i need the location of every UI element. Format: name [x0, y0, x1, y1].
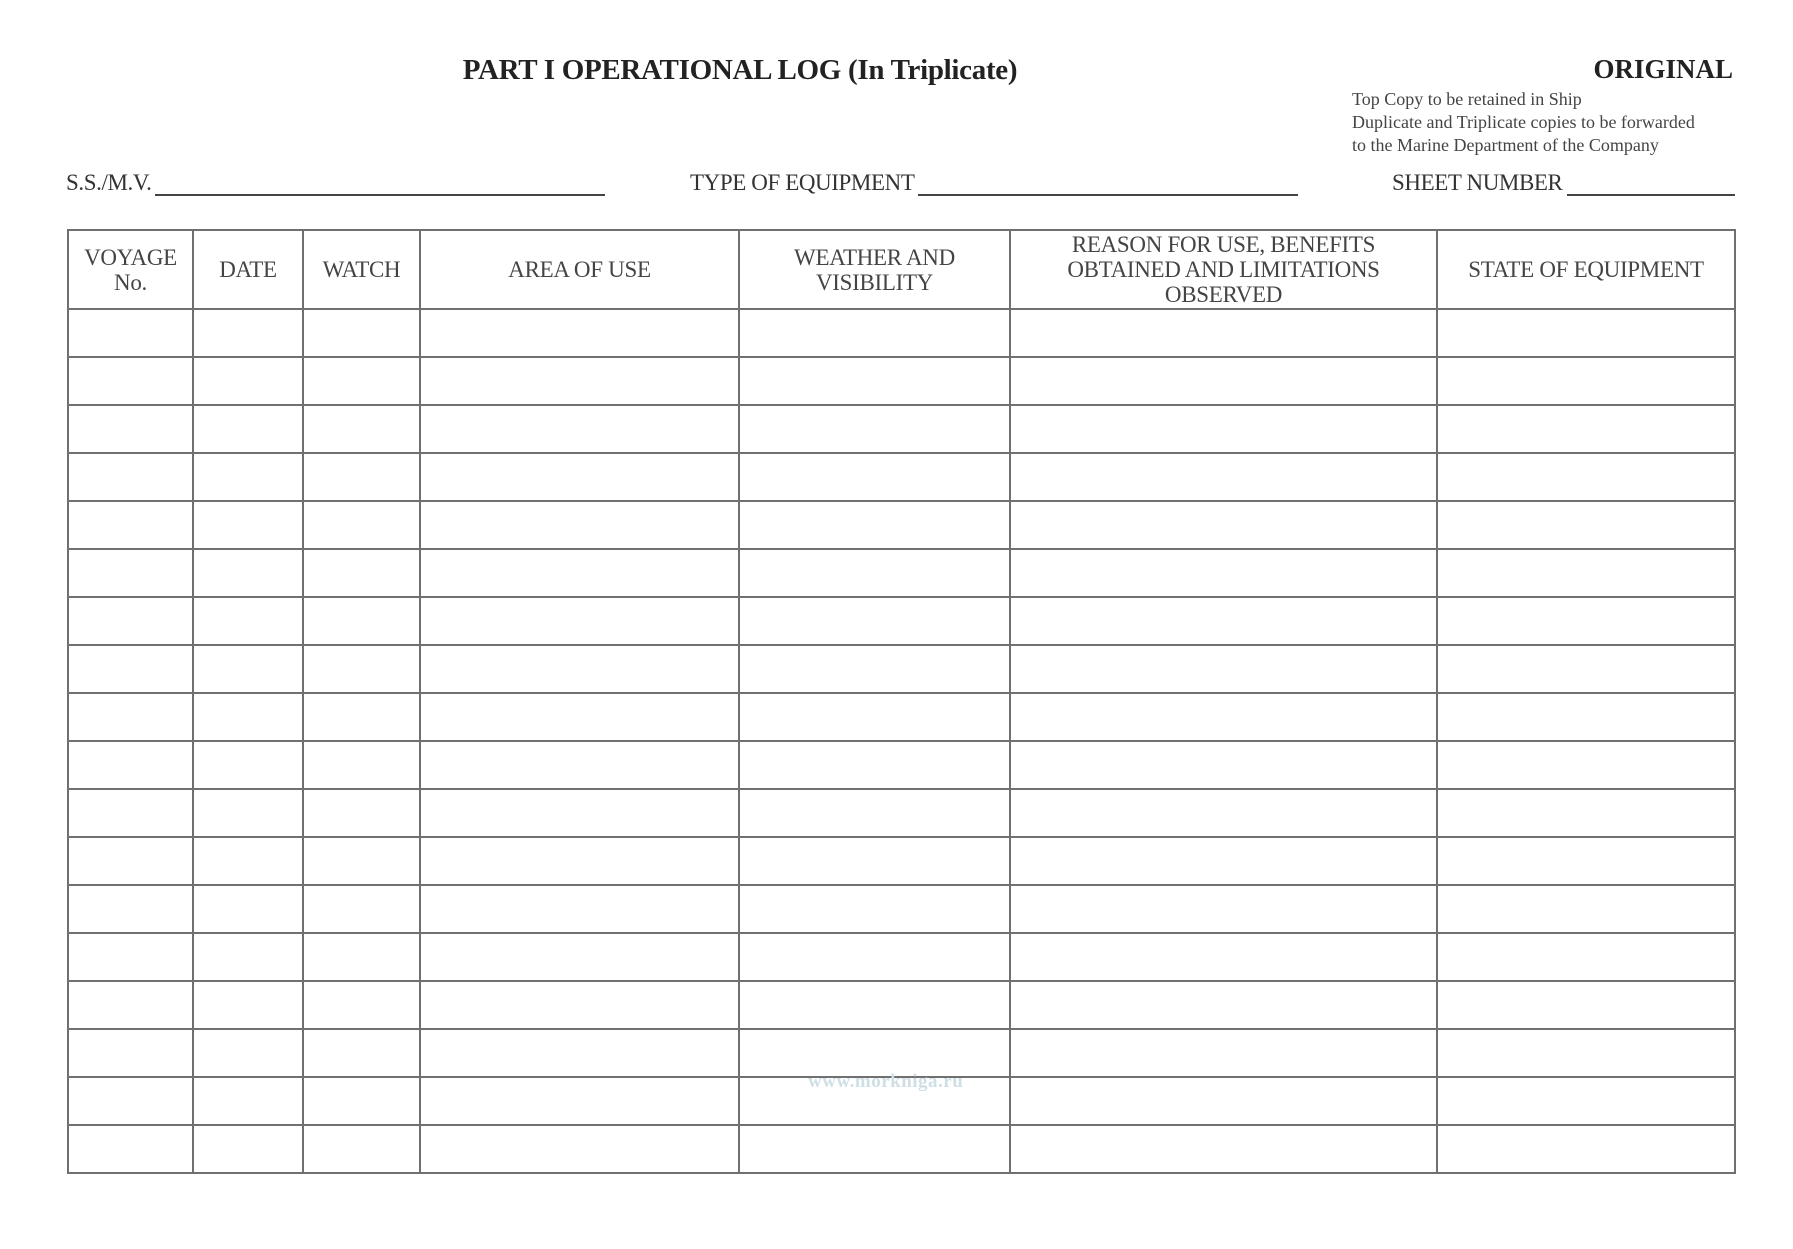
log-cell-voyage-no[interactable]: [68, 741, 193, 789]
copy-note-line: Top Copy to be retained in Ship: [1352, 89, 1582, 109]
column-header-voyage-no: [68, 230, 193, 309]
equipment-label: TYPE OF EQUIPMENT: [690, 170, 915, 195]
log-cell-date[interactable]: [193, 357, 303, 405]
log-cell-area-of-use[interactable]: [420, 981, 739, 1029]
sheet-number-field: [1392, 170, 1735, 196]
log-cell-voyage-no[interactable]: [68, 501, 193, 549]
column-header-line: VOYAGE: [84, 244, 177, 270]
log-cell-weather-and-visibility[interactable]: [739, 501, 1010, 549]
log-cell-area-of-use[interactable]: [420, 789, 739, 837]
log-cell-weather-and-visibility[interactable]: [739, 885, 1010, 933]
column-header-weather-and-visibility: [739, 230, 1010, 309]
copy-instructions: [1352, 88, 1695, 157]
log-cell-area-of-use[interactable]: [420, 645, 739, 693]
log-cell-state-of-equipment[interactable]: [1437, 789, 1735, 837]
table-row: [68, 501, 1735, 549]
log-cell-reason-for-use[interactable]: [1010, 837, 1437, 885]
vessel-blank-line[interactable]: [155, 170, 605, 196]
log-cell-state-of-equipment[interactable]: [1437, 405, 1735, 453]
log-cell-watch[interactable]: [303, 981, 420, 1029]
log-cell-date[interactable]: [193, 645, 303, 693]
log-cell-area-of-use[interactable]: [420, 693, 739, 741]
log-cell-date[interactable]: [193, 597, 303, 645]
log-cell-voyage-no[interactable]: [68, 405, 193, 453]
log-cell-state-of-equipment[interactable]: [1437, 933, 1735, 981]
log-cell-weather-and-visibility[interactable]: [739, 357, 1010, 405]
log-cell-voyage-no[interactable]: [68, 357, 193, 405]
log-cell-state-of-equipment[interactable]: [1437, 453, 1735, 501]
log-cell-date[interactable]: [193, 549, 303, 597]
log-cell-reason-for-use[interactable]: [1010, 885, 1437, 933]
table-row: [68, 933, 1735, 981]
column-header-line: AREA OF USE: [508, 257, 651, 282]
log-cell-weather-and-visibility[interactable]: [739, 597, 1010, 645]
log-cell-voyage-no[interactable]: [68, 1029, 193, 1077]
log-cell-reason-for-use[interactable]: [1010, 597, 1437, 645]
log-cell-watch[interactable]: [303, 837, 420, 885]
log-cell-watch[interactable]: [303, 357, 420, 405]
table-body: [68, 309, 1735, 1173]
log-cell-area-of-use[interactable]: [420, 1125, 739, 1173]
table-row: [68, 405, 1735, 453]
table-row: [68, 645, 1735, 693]
log-cell-state-of-equipment[interactable]: [1437, 597, 1735, 645]
log-cell-state-of-equipment[interactable]: [1437, 1029, 1735, 1077]
log-cell-area-of-use[interactable]: [420, 309, 739, 357]
log-cell-state-of-equipment[interactable]: [1437, 981, 1735, 1029]
log-cell-weather-and-visibility[interactable]: [739, 933, 1010, 981]
watermark: www.morkniga.ru: [808, 1071, 964, 1092]
log-cell-weather-and-visibility[interactable]: [739, 405, 1010, 453]
table-row: [68, 837, 1735, 885]
log-cell-voyage-no[interactable]: [68, 981, 193, 1029]
log-cell-date[interactable]: [193, 693, 303, 741]
log-cell-reason-for-use[interactable]: [1010, 309, 1437, 357]
log-cell-reason-for-use[interactable]: [1010, 501, 1437, 549]
log-cell-state-of-equipment[interactable]: [1437, 549, 1735, 597]
log-cell-watch[interactable]: [303, 933, 420, 981]
log-cell-date[interactable]: [193, 1077, 303, 1125]
log-cell-area-of-use[interactable]: [420, 357, 739, 405]
column-header-date: [193, 230, 303, 309]
log-cell-date[interactable]: [193, 837, 303, 885]
column-header-area-of-use: [420, 230, 739, 309]
log-cell-area-of-use[interactable]: [420, 885, 739, 933]
log-cell-voyage-no[interactable]: [68, 789, 193, 837]
log-cell-reason-for-use[interactable]: [1010, 789, 1437, 837]
log-cell-weather-and-visibility[interactable]: [739, 789, 1010, 837]
log-cell-voyage-no[interactable]: [68, 645, 193, 693]
log-cell-watch[interactable]: [303, 1125, 420, 1173]
vessel-field: [66, 170, 605, 196]
log-cell-voyage-no[interactable]: [68, 885, 193, 933]
log-cell-voyage-no[interactable]: [68, 453, 193, 501]
log-cell-watch[interactable]: [303, 645, 420, 693]
log-cell-weather-and-visibility[interactable]: [739, 837, 1010, 885]
log-cell-area-of-use[interactable]: [420, 405, 739, 453]
column-header-line: VISIBILITY: [815, 269, 934, 295]
operational-log-table: [67, 229, 1736, 1174]
log-cell-state-of-equipment[interactable]: [1437, 885, 1735, 933]
log-cell-date[interactable]: [193, 981, 303, 1029]
log-cell-date[interactable]: [193, 885, 303, 933]
page-title: PART I OPERATIONAL LOG (In Triplicate): [462, 54, 1018, 86]
log-cell-date[interactable]: [193, 453, 303, 501]
copy-note-line: Duplicate and Triplicate copies to be forwarded: [1352, 112, 1695, 132]
log-cell-reason-for-use[interactable]: [1010, 405, 1437, 453]
log-cell-watch[interactable]: [303, 309, 420, 357]
copy-label: ORIGINAL: [1593, 54, 1733, 84]
log-cell-watch[interactable]: [303, 405, 420, 453]
column-header-line: REASON FOR USE, BENEFITS: [1071, 232, 1376, 257]
log-cell-voyage-no[interactable]: [68, 309, 193, 357]
table-row: [68, 597, 1735, 645]
log-cell-state-of-equipment[interactable]: [1437, 1077, 1735, 1125]
column-header-line: STATE OF EQUIPMENT: [1468, 257, 1704, 282]
log-cell-watch[interactable]: [303, 1029, 420, 1077]
log-cell-area-of-use[interactable]: [420, 741, 739, 789]
log-cell-weather-and-visibility[interactable]: [739, 741, 1010, 789]
log-cell-date[interactable]: [193, 501, 303, 549]
log-cell-watch[interactable]: [303, 1077, 420, 1125]
column-header-state-of-equipment: [1437, 230, 1735, 309]
table-row: [68, 549, 1735, 597]
log-cell-reason-for-use[interactable]: [1010, 741, 1437, 789]
log-cell-state-of-equipment[interactable]: [1437, 693, 1735, 741]
log-cell-voyage-no[interactable]: [68, 1077, 193, 1125]
log-cell-state-of-equipment[interactable]: [1437, 357, 1735, 405]
table-row: [68, 357, 1735, 405]
log-cell-weather-and-visibility[interactable]: [739, 981, 1010, 1029]
log-cell-date[interactable]: [193, 933, 303, 981]
table-row: [68, 981, 1735, 1029]
log-cell-date[interactable]: [193, 741, 303, 789]
log-cell-reason-for-use[interactable]: [1010, 1077, 1437, 1125]
column-header-line: WEATHER AND: [794, 244, 955, 270]
log-cell-weather-and-visibility[interactable]: [739, 309, 1010, 357]
log-cell-watch[interactable]: [303, 885, 420, 933]
column-header-line: OBTAINED AND LIMITATIONS: [1067, 257, 1380, 282]
equipment-blank-line[interactable]: [918, 170, 1298, 196]
log-cell-weather-and-visibility[interactable]: [739, 693, 1010, 741]
log-cell-watch[interactable]: [303, 549, 420, 597]
table-row: [68, 789, 1735, 837]
log-cell-date[interactable]: [193, 405, 303, 453]
column-header-line: WATCH: [322, 257, 401, 282]
log-cell-weather-and-visibility[interactable]: [739, 1125, 1010, 1173]
log-cell-reason-for-use[interactable]: [1010, 453, 1437, 501]
sheet-number-label: SHEET NUMBER: [1392, 170, 1563, 195]
log-cell-state-of-equipment[interactable]: [1437, 645, 1735, 693]
log-cell-date[interactable]: [193, 309, 303, 357]
log-cell-area-of-use[interactable]: [420, 1029, 739, 1077]
table-row: [68, 693, 1735, 741]
log-cell-voyage-no[interactable]: [68, 933, 193, 981]
log-cell-date[interactable]: [193, 1029, 303, 1077]
log-cell-reason-for-use[interactable]: [1010, 645, 1437, 693]
table-row: [68, 309, 1735, 357]
log-cell-weather-and-visibility[interactable]: [739, 1029, 1010, 1077]
log-cell-voyage-no[interactable]: [68, 597, 193, 645]
column-header-line: DATE: [219, 257, 277, 282]
log-cell-voyage-no[interactable]: [68, 837, 193, 885]
table-row: [68, 885, 1735, 933]
log-cell-state-of-equipment[interactable]: [1437, 837, 1735, 885]
table-header-row: [68, 230, 1735, 309]
log-cell-watch[interactable]: [303, 693, 420, 741]
column-header-line: No.: [114, 269, 147, 295]
column-header-watch: [303, 230, 420, 309]
log-cell-reason-for-use[interactable]: [1010, 933, 1437, 981]
log-cell-weather-and-visibility[interactable]: [739, 549, 1010, 597]
log-cell-state-of-equipment[interactable]: [1437, 501, 1735, 549]
log-cell-watch[interactable]: [303, 741, 420, 789]
log-cell-reason-for-use[interactable]: [1010, 981, 1437, 1029]
vessel-label: S.S./M.V.: [66, 170, 152, 195]
table-row: [68, 1125, 1735, 1173]
copy-note-line: to the Marine Department of the Company: [1352, 135, 1659, 155]
log-cell-area-of-use[interactable]: [420, 837, 739, 885]
log-cell-area-of-use[interactable]: [420, 549, 739, 597]
log-cell-date[interactable]: [193, 789, 303, 837]
log-cell-voyage-no[interactable]: [68, 693, 193, 741]
log-cell-area-of-use[interactable]: [420, 597, 739, 645]
log-cell-reason-for-use[interactable]: [1010, 357, 1437, 405]
log-cell-state-of-equipment[interactable]: [1437, 1125, 1735, 1173]
log-cell-watch[interactable]: [303, 501, 420, 549]
log-cell-state-of-equipment[interactable]: [1437, 741, 1735, 789]
log-cell-weather-and-visibility[interactable]: [739, 645, 1010, 693]
log-cell-reason-for-use[interactable]: [1010, 549, 1437, 597]
table-row: [68, 453, 1735, 501]
equipment-field: [690, 170, 1298, 196]
log-cell-weather-and-visibility[interactable]: [739, 453, 1010, 501]
log-cell-reason-for-use[interactable]: [1010, 1029, 1437, 1077]
sheet-number-blank-line[interactable]: [1567, 170, 1735, 196]
log-cell-voyage-no[interactable]: [68, 549, 193, 597]
log-cell-watch[interactable]: [303, 789, 420, 837]
log-cell-area-of-use[interactable]: [420, 1077, 739, 1125]
log-cell-watch[interactable]: [303, 597, 420, 645]
log-cell-watch[interactable]: [303, 453, 420, 501]
log-cell-date[interactable]: [193, 1125, 303, 1173]
log-cell-area-of-use[interactable]: [420, 933, 739, 981]
log-cell-reason-for-use[interactable]: [1010, 1125, 1437, 1173]
table-row: [68, 1029, 1735, 1077]
log-cell-area-of-use[interactable]: [420, 501, 739, 549]
column-header-line: OBSERVED: [1164, 282, 1283, 307]
column-header-reason-for-use: [1010, 230, 1437, 309]
log-cell-state-of-equipment[interactable]: [1437, 309, 1735, 357]
log-cell-voyage-no[interactable]: [68, 1125, 193, 1173]
log-cell-area-of-use[interactable]: [420, 453, 739, 501]
table-row: [68, 741, 1735, 789]
log-cell-reason-for-use[interactable]: [1010, 693, 1437, 741]
